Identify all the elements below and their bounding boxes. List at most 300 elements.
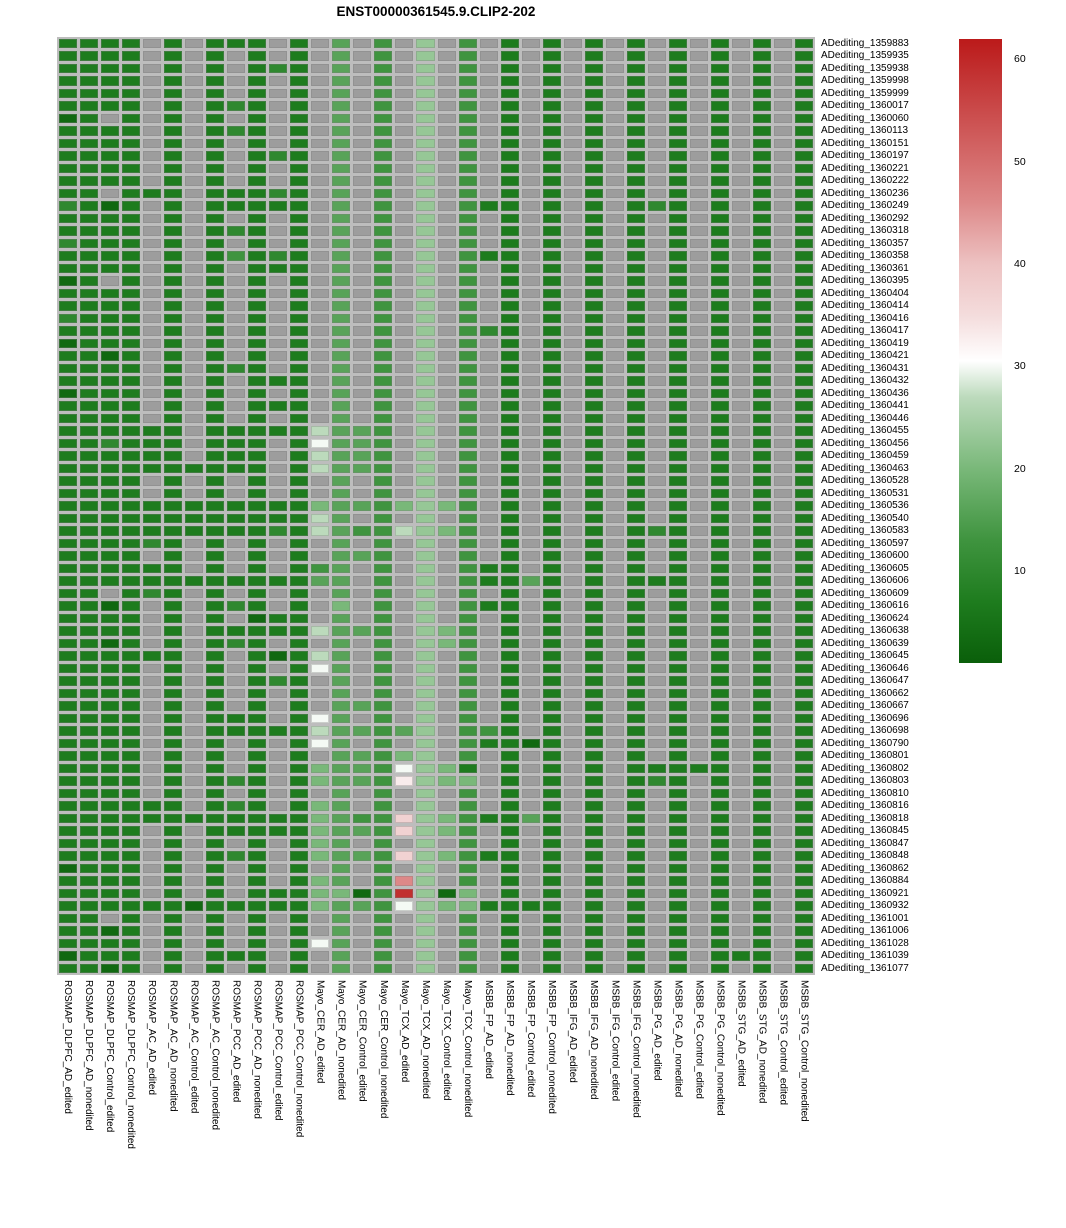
heatmap-cell bbox=[669, 576, 687, 586]
heatmap-grid bbox=[57, 37, 815, 975]
heatmap-cell bbox=[227, 226, 245, 236]
heatmap-cell bbox=[143, 739, 161, 748]
heatmap-cell bbox=[185, 226, 203, 236]
heatmap-cell bbox=[732, 876, 750, 885]
heatmap-cell bbox=[59, 526, 77, 535]
heatmap-cell bbox=[353, 489, 371, 499]
heatmap-cell bbox=[290, 401, 308, 411]
heatmap-cell bbox=[753, 39, 771, 48]
heatmap-cell bbox=[711, 351, 729, 360]
heatmap-cell bbox=[669, 901, 687, 911]
heatmap-cell bbox=[416, 51, 434, 61]
heatmap-cell bbox=[459, 539, 477, 549]
heatmap-cell bbox=[290, 351, 308, 360]
heatmap-cell bbox=[269, 851, 287, 860]
heatmap-cell bbox=[543, 114, 561, 124]
heatmap-cell bbox=[395, 801, 413, 811]
heatmap-cell bbox=[669, 539, 687, 549]
heatmap-cell bbox=[332, 176, 350, 185]
heatmap-cell bbox=[80, 964, 98, 973]
heatmap-cell bbox=[332, 139, 350, 149]
heatmap-cell bbox=[753, 764, 771, 773]
heatmap-cell bbox=[543, 76, 561, 86]
heatmap-cell bbox=[648, 901, 666, 911]
heatmap-cell bbox=[564, 489, 582, 499]
heatmap-cell bbox=[585, 289, 603, 299]
heatmap-cell bbox=[290, 276, 308, 286]
heatmap-cell bbox=[795, 301, 813, 310]
heatmap-cell bbox=[59, 226, 77, 236]
heatmap-cell bbox=[711, 539, 729, 549]
heatmap-cell bbox=[122, 151, 140, 160]
heatmap-cell bbox=[627, 726, 645, 736]
heatmap-cell bbox=[122, 839, 140, 849]
heatmap-cell bbox=[395, 814, 413, 824]
heatmap-cell bbox=[690, 726, 708, 736]
heatmap-cell bbox=[690, 151, 708, 160]
column-label: ROSMAP_AC_AD_edited bbox=[146, 980, 158, 1096]
heatmap-cell bbox=[606, 551, 624, 561]
heatmap-cell bbox=[501, 39, 519, 48]
heatmap-cell bbox=[59, 426, 77, 436]
heatmap-cell bbox=[185, 114, 203, 124]
heatmap-cell bbox=[122, 776, 140, 786]
heatmap-cell bbox=[501, 139, 519, 149]
heatmap-cell bbox=[564, 39, 582, 48]
heatmap-cell bbox=[59, 351, 77, 360]
heatmap-cell bbox=[164, 776, 182, 786]
heatmap-cell bbox=[353, 451, 371, 461]
heatmap-cell bbox=[374, 926, 392, 936]
heatmap-cell bbox=[80, 389, 98, 398]
heatmap-cell bbox=[711, 926, 729, 936]
heatmap-cell bbox=[627, 526, 645, 535]
heatmap-cell bbox=[164, 264, 182, 273]
heatmap-cell bbox=[585, 664, 603, 674]
heatmap-cell bbox=[416, 276, 434, 286]
heatmap-cell bbox=[122, 601, 140, 611]
heatmap-cell bbox=[522, 939, 540, 948]
heatmap-cell bbox=[143, 564, 161, 573]
heatmap-cell bbox=[732, 251, 750, 261]
heatmap-cell bbox=[227, 626, 245, 636]
heatmap-cell bbox=[669, 389, 687, 398]
heatmap-cell bbox=[143, 701, 161, 710]
heatmap-cell bbox=[353, 101, 371, 111]
heatmap-cell bbox=[774, 439, 792, 448]
heatmap-cell bbox=[395, 951, 413, 961]
heatmap-cell bbox=[416, 814, 434, 824]
heatmap-cell bbox=[290, 926, 308, 936]
heatmap-cell bbox=[269, 489, 287, 499]
heatmap-cell bbox=[564, 464, 582, 474]
heatmap-cell bbox=[227, 164, 245, 174]
heatmap-cell bbox=[248, 139, 266, 149]
heatmap-cell bbox=[290, 526, 308, 535]
heatmap-cell bbox=[206, 914, 224, 923]
heatmap-cell bbox=[774, 751, 792, 761]
heatmap-cell bbox=[690, 714, 708, 724]
heatmap-cell bbox=[543, 614, 561, 623]
heatmap-cell bbox=[459, 964, 477, 973]
heatmap-cell bbox=[459, 889, 477, 899]
heatmap-cell bbox=[669, 126, 687, 135]
heatmap-cell bbox=[627, 751, 645, 761]
heatmap-cell bbox=[480, 189, 498, 199]
heatmap-cell bbox=[80, 714, 98, 724]
heatmap-cell bbox=[711, 264, 729, 273]
heatmap-cell bbox=[459, 139, 477, 149]
heatmap-cell bbox=[585, 301, 603, 310]
heatmap-cell bbox=[416, 176, 434, 185]
heatmap-cell bbox=[332, 739, 350, 748]
heatmap-cell bbox=[585, 239, 603, 248]
heatmap-cell bbox=[395, 89, 413, 98]
heatmap-cell bbox=[753, 451, 771, 461]
heatmap-cell bbox=[795, 326, 813, 335]
legend-tick-label: 10 bbox=[1014, 564, 1026, 577]
heatmap-cell bbox=[585, 101, 603, 111]
heatmap-cell bbox=[311, 801, 329, 811]
heatmap-cell bbox=[501, 376, 519, 386]
heatmap-cell bbox=[206, 101, 224, 111]
heatmap-cell bbox=[122, 289, 140, 299]
heatmap-cell bbox=[543, 776, 561, 786]
heatmap-cell bbox=[585, 889, 603, 899]
heatmap-cell bbox=[732, 751, 750, 761]
heatmap-cell bbox=[59, 389, 77, 398]
heatmap-cell bbox=[80, 826, 98, 835]
heatmap-cell bbox=[206, 864, 224, 874]
heatmap-cell bbox=[143, 239, 161, 248]
heatmap-cell bbox=[80, 251, 98, 261]
column-label: ROSMAP_AC_AD_nonedited bbox=[167, 980, 179, 1112]
heatmap-cell bbox=[332, 764, 350, 773]
heatmap-cell bbox=[374, 426, 392, 436]
heatmap-cell bbox=[564, 126, 582, 135]
heatmap-cell bbox=[374, 139, 392, 149]
heatmap-cell bbox=[585, 126, 603, 135]
heatmap-cell bbox=[459, 201, 477, 211]
heatmap-cell bbox=[374, 801, 392, 811]
heatmap-cell bbox=[564, 901, 582, 911]
heatmap-cell bbox=[711, 239, 729, 248]
heatmap-cell bbox=[522, 351, 540, 360]
heatmap-cell bbox=[732, 801, 750, 811]
heatmap-cell bbox=[585, 364, 603, 374]
heatmap-cell bbox=[80, 214, 98, 223]
heatmap-cell bbox=[585, 651, 603, 660]
heatmap-cell bbox=[711, 764, 729, 773]
heatmap-cell bbox=[269, 39, 287, 48]
heatmap-cell bbox=[164, 614, 182, 623]
heatmap-cell bbox=[269, 676, 287, 685]
heatmap-cell bbox=[164, 339, 182, 349]
heatmap-cell bbox=[227, 689, 245, 699]
heatmap-cell bbox=[59, 489, 77, 499]
heatmap-cell bbox=[227, 701, 245, 710]
heatmap-cell bbox=[522, 501, 540, 510]
heatmap-cell bbox=[480, 851, 498, 860]
heatmap-cell bbox=[311, 526, 329, 535]
heatmap-cell bbox=[122, 626, 140, 636]
heatmap-cell bbox=[143, 664, 161, 674]
column-label: ROSMAP_DLPFC_Control_edited bbox=[104, 980, 116, 1133]
heatmap-cell bbox=[353, 401, 371, 411]
heatmap-cell bbox=[227, 451, 245, 461]
heatmap-cell bbox=[59, 276, 77, 286]
heatmap-cell bbox=[690, 289, 708, 299]
heatmap-cell bbox=[648, 489, 666, 499]
heatmap-cell bbox=[564, 739, 582, 748]
heatmap-cell bbox=[164, 476, 182, 485]
heatmap-cell bbox=[564, 776, 582, 786]
heatmap-cell bbox=[648, 576, 666, 586]
heatmap-cell bbox=[459, 639, 477, 649]
heatmap-cell bbox=[774, 51, 792, 61]
heatmap-cell bbox=[122, 914, 140, 923]
heatmap-cell bbox=[185, 714, 203, 724]
heatmap-cell bbox=[564, 326, 582, 335]
heatmap-cell bbox=[669, 101, 687, 111]
heatmap-cell bbox=[606, 489, 624, 499]
heatmap-cell bbox=[122, 739, 140, 748]
heatmap-cell bbox=[753, 326, 771, 335]
heatmap-cell bbox=[669, 214, 687, 223]
heatmap-cell bbox=[185, 214, 203, 223]
heatmap-cell bbox=[143, 314, 161, 324]
heatmap-cell bbox=[269, 614, 287, 623]
heatmap-cell bbox=[753, 739, 771, 748]
heatmap-cell bbox=[416, 314, 434, 324]
heatmap-cell bbox=[122, 526, 140, 535]
heatmap-cell bbox=[522, 151, 540, 160]
heatmap-cell bbox=[585, 214, 603, 223]
heatmap-cell bbox=[774, 464, 792, 474]
heatmap-cell bbox=[290, 889, 308, 899]
heatmap-cell bbox=[648, 626, 666, 636]
heatmap-cell bbox=[480, 376, 498, 386]
heatmap-cell bbox=[501, 751, 519, 761]
heatmap-cell bbox=[80, 176, 98, 185]
heatmap-cell bbox=[206, 839, 224, 849]
heatmap-cell bbox=[311, 276, 329, 286]
heatmap-cell bbox=[606, 64, 624, 73]
heatmap-cell bbox=[438, 201, 456, 211]
heatmap-cell bbox=[690, 876, 708, 885]
heatmap-cell bbox=[585, 451, 603, 461]
heatmap-cell bbox=[711, 514, 729, 524]
heatmap-cell bbox=[269, 751, 287, 761]
heatmap-cell bbox=[164, 551, 182, 561]
heatmap-cell bbox=[164, 314, 182, 324]
heatmap-cell bbox=[416, 476, 434, 485]
heatmap-cell bbox=[774, 164, 792, 174]
heatmap-cell bbox=[206, 789, 224, 798]
heatmap-cell bbox=[690, 126, 708, 135]
heatmap-cell bbox=[501, 164, 519, 174]
heatmap-cell bbox=[80, 139, 98, 149]
heatmap-cell bbox=[416, 364, 434, 374]
heatmap-cell bbox=[543, 926, 561, 936]
heatmap-cell bbox=[669, 689, 687, 699]
heatmap-cell bbox=[185, 814, 203, 824]
heatmap-cell bbox=[80, 776, 98, 786]
heatmap-cell bbox=[248, 576, 266, 586]
heatmap-cell bbox=[669, 589, 687, 598]
heatmap-cell bbox=[101, 514, 119, 524]
column-label: MSBB_FP_Control_edited bbox=[525, 980, 537, 1098]
heatmap-cell bbox=[606, 676, 624, 685]
heatmap-cell bbox=[459, 426, 477, 436]
heatmap-cell bbox=[164, 514, 182, 524]
heatmap-cell bbox=[290, 439, 308, 448]
heatmap-cell bbox=[606, 564, 624, 573]
heatmap-cell bbox=[143, 826, 161, 835]
heatmap-cell bbox=[438, 214, 456, 223]
heatmap-cell bbox=[206, 739, 224, 748]
heatmap-cell bbox=[522, 64, 540, 73]
heatmap-cell bbox=[290, 51, 308, 61]
heatmap-cell bbox=[227, 126, 245, 135]
row-label: ADediting_1360645 bbox=[821, 650, 909, 662]
heatmap-cell bbox=[522, 889, 540, 899]
heatmap-cell bbox=[711, 664, 729, 674]
heatmap-cell bbox=[332, 789, 350, 798]
row-label: ADediting_1360463 bbox=[821, 462, 909, 474]
heatmap-cell bbox=[732, 51, 750, 61]
heatmap-cell bbox=[101, 864, 119, 874]
heatmap-cell bbox=[459, 76, 477, 86]
heatmap-cell bbox=[669, 851, 687, 860]
heatmap-cell bbox=[374, 364, 392, 374]
heatmap-cell bbox=[269, 476, 287, 485]
heatmap-cell bbox=[185, 301, 203, 310]
heatmap-cell bbox=[80, 239, 98, 248]
heatmap-cell bbox=[248, 539, 266, 549]
heatmap-cell bbox=[311, 901, 329, 911]
heatmap-cell bbox=[648, 251, 666, 261]
heatmap-cell bbox=[669, 164, 687, 174]
heatmap-cell bbox=[711, 39, 729, 48]
heatmap-cell bbox=[143, 301, 161, 310]
heatmap-cell bbox=[311, 289, 329, 299]
heatmap-cell bbox=[248, 76, 266, 86]
heatmap-cell bbox=[227, 714, 245, 724]
heatmap-cell bbox=[416, 664, 434, 674]
heatmap-cell bbox=[290, 489, 308, 499]
heatmap-cell bbox=[122, 451, 140, 461]
heatmap-cell bbox=[711, 489, 729, 499]
heatmap-cell bbox=[543, 726, 561, 736]
heatmap-cell bbox=[416, 151, 434, 160]
heatmap-cell bbox=[648, 101, 666, 111]
heatmap-cell bbox=[164, 789, 182, 798]
heatmap-cell bbox=[290, 701, 308, 710]
heatmap-cell bbox=[606, 301, 624, 310]
heatmap-cell bbox=[59, 39, 77, 48]
heatmap-cell bbox=[164, 201, 182, 211]
heatmap-cell bbox=[185, 651, 203, 660]
heatmap-cell bbox=[564, 651, 582, 660]
heatmap-cell bbox=[206, 664, 224, 674]
heatmap-cell bbox=[522, 639, 540, 649]
heatmap-cell bbox=[732, 226, 750, 236]
heatmap-cell bbox=[774, 76, 792, 86]
heatmap-cell bbox=[269, 564, 287, 573]
heatmap-cell bbox=[669, 364, 687, 374]
heatmap-cell bbox=[59, 539, 77, 549]
heatmap-cell bbox=[374, 601, 392, 611]
heatmap-cell bbox=[206, 414, 224, 423]
heatmap-cell bbox=[501, 676, 519, 685]
heatmap-cell bbox=[606, 651, 624, 660]
heatmap-cell bbox=[585, 51, 603, 61]
heatmap-cell bbox=[774, 239, 792, 248]
heatmap-cell bbox=[543, 589, 561, 598]
heatmap-cell bbox=[711, 851, 729, 860]
heatmap-cell bbox=[248, 614, 266, 623]
heatmap-cell bbox=[416, 501, 434, 510]
heatmap-cell bbox=[122, 364, 140, 374]
heatmap-cell bbox=[395, 701, 413, 710]
heatmap-cell bbox=[480, 114, 498, 124]
heatmap-cell bbox=[480, 739, 498, 748]
heatmap-cell bbox=[627, 189, 645, 199]
heatmap-cell bbox=[732, 501, 750, 510]
heatmap-cell bbox=[753, 951, 771, 961]
heatmap-cell bbox=[501, 276, 519, 286]
heatmap-cell bbox=[459, 151, 477, 160]
heatmap-cell bbox=[585, 714, 603, 724]
heatmap-cell bbox=[80, 551, 98, 561]
heatmap-cell bbox=[522, 526, 540, 535]
heatmap-cell bbox=[795, 714, 813, 724]
heatmap-cell bbox=[122, 489, 140, 499]
heatmap-cell bbox=[164, 326, 182, 335]
heatmap-cell bbox=[416, 889, 434, 899]
heatmap-cell bbox=[59, 376, 77, 386]
heatmap-cell bbox=[732, 189, 750, 199]
heatmap-cell bbox=[522, 564, 540, 573]
heatmap-cell bbox=[669, 189, 687, 199]
heatmap-cell bbox=[248, 39, 266, 48]
heatmap-cell bbox=[732, 851, 750, 860]
row-label: ADediting_1360292 bbox=[821, 212, 909, 224]
heatmap-cell bbox=[185, 351, 203, 360]
heatmap-cell bbox=[227, 639, 245, 649]
heatmap-cell bbox=[480, 589, 498, 598]
heatmap-cell bbox=[269, 176, 287, 185]
heatmap-cell bbox=[564, 164, 582, 174]
heatmap-cell bbox=[480, 576, 498, 586]
heatmap-cell bbox=[564, 314, 582, 324]
row-label: ADediting_1360446 bbox=[821, 412, 909, 424]
heatmap-cell bbox=[459, 476, 477, 485]
heatmap-cell bbox=[374, 501, 392, 510]
heatmap-cell bbox=[753, 389, 771, 398]
heatmap-cell bbox=[416, 689, 434, 699]
heatmap-cell bbox=[269, 439, 287, 448]
heatmap-cell bbox=[248, 376, 266, 386]
row-labels-axis bbox=[821, 37, 909, 975]
heatmap-cell bbox=[311, 589, 329, 598]
heatmap-cell bbox=[438, 701, 456, 710]
heatmap-cell bbox=[227, 664, 245, 674]
heatmap-cell bbox=[732, 489, 750, 499]
heatmap-cell bbox=[395, 114, 413, 124]
heatmap-cell bbox=[753, 414, 771, 423]
